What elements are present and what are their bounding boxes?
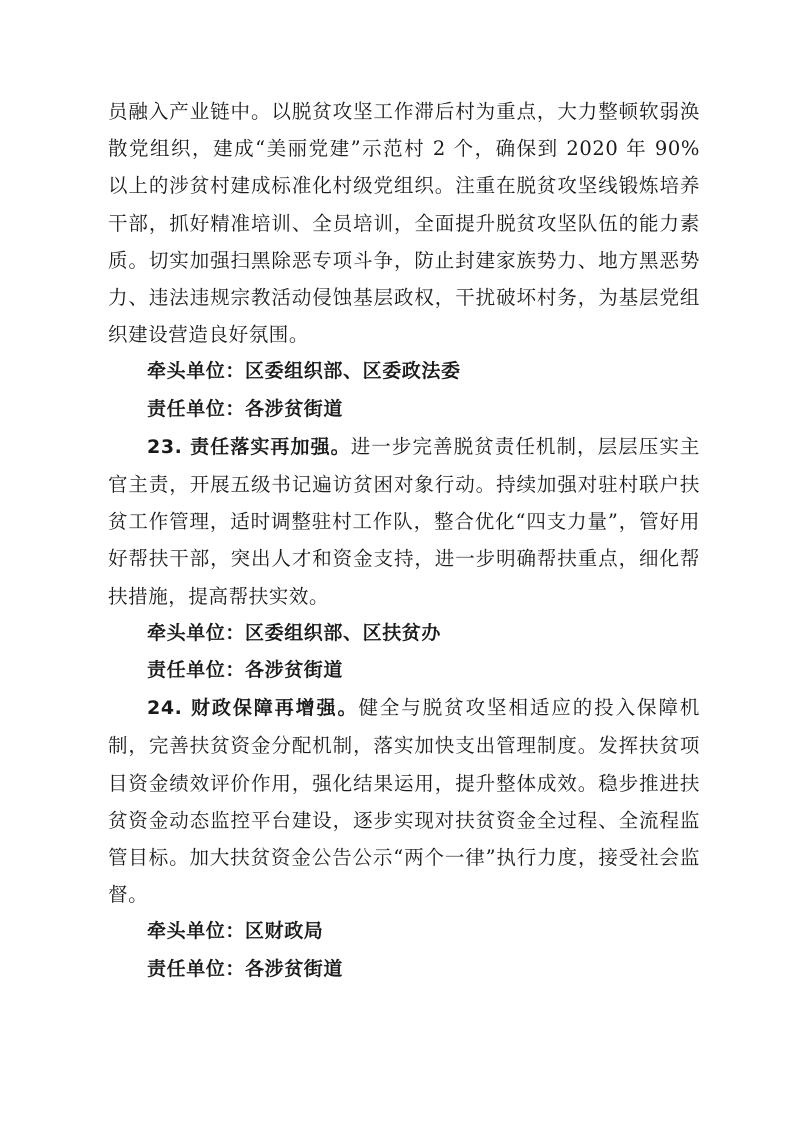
item-24-body: 健全与脱贫攻坚相适应的投入保障机制，完善扶贫资金分配机制，落实加快支出管理制度。发挥扶贫项目资金绩效评价作用，强化结果运用，提升整体成效。稳步推进扶贫资金动态监控平台建设，逐步实现对扶贫资金全过程、全流程监管目标。加大扶贫资金公告公示“两个一律”执行力度，接受社会监督。	[108, 696, 700, 907]
responsible-unit-23: 责任单位：各涉贫街道	[147, 659, 344, 682]
item-24-paragraph	[108, 689, 700, 913]
item-24-heading: 24. 财政保障再增强。	[147, 697, 359, 720]
intro-paragraph: 员融入产业链中。以脱贫攻坚工作滞后村为重点，大力整顿软弱涣散党组织，建成“美丽党建”示范村 2 个，确保到 2020 年 90% 以上的涉贫村建成标准化村级党组织。注重在脱贫攻坚线锻炼培养干部，抓好精准培训、全员培训，全面提升脱贫攻坚队伍的能力素质。切实加强扫黑除恶专项斗争，防止封建家族势力、地方黑恶势力、违法违规宗教活动侵蚀基层政权，干扰破坏村务，为基层党组织建设营造良好氛围。	[108, 100, 700, 347]
item-23-paragraph	[108, 428, 700, 615]
responsible-unit-24: 责任单位：各涉贫街道	[147, 957, 344, 980]
document-body	[108, 93, 700, 988]
item-23-heading: 23. 责任落实再加强。	[147, 435, 351, 458]
responsible-unit-22: 责任单位：各涉贫街道	[147, 397, 344, 420]
lead-unit-24: 牵头单位：区财政局	[147, 920, 324, 943]
lead-unit-23: 牵头单位：区委组织部、区扶贫办	[147, 621, 442, 644]
lead-unit-22: 牵头单位：区委组织部、区委政法委	[147, 360, 461, 383]
item-23-body: 进一步完善脱贫责任机制，层层压实主官主责，开展五级书记遍访贫困对象行动。持续加强对驻村联户扶贫工作管理，适时调整驻村工作队，整合优化“四支力量”，管好用好帮扶干部，突出人才和资金支持，进一步明确帮扶重点，细化帮扶措施，提高帮扶实效。	[108, 434, 700, 608]
